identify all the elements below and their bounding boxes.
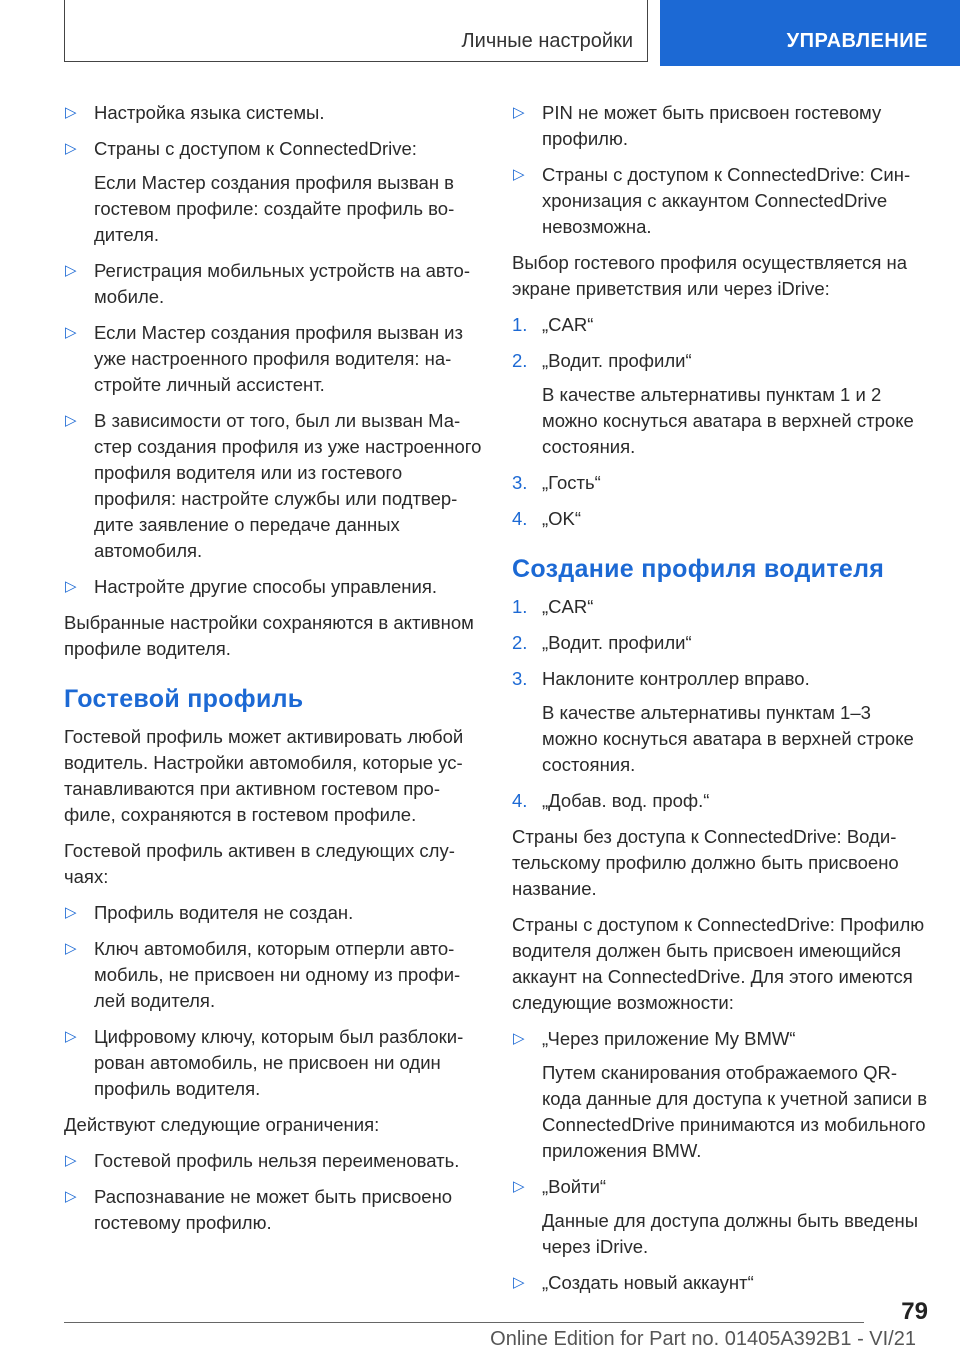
list-item bbox=[512, 1174, 930, 1200]
paragraph: Страны с доступом к ConnectedDrive: Профилю водителя должен быть присвоен имеющийся аккаунт на ConnectedDrive. Для этого имеются следующие возможности: bbox=[512, 914, 925, 1013]
list-item bbox=[64, 1184, 484, 1236]
list-item bbox=[64, 100, 484, 126]
page-number: 79 bbox=[901, 1298, 928, 1325]
header-section: УПРАВЛЕНИЕ bbox=[786, 30, 928, 52]
step-note: В качестве альтернативы пунктам 1–3 можно коснуться аватара в верхней строке состояния. bbox=[542, 702, 914, 775]
triangle-bullet-icon: ▷ bbox=[65, 324, 77, 341]
step-number: 2. bbox=[512, 632, 528, 653]
triangle-bullet-icon: ▷ bbox=[513, 104, 525, 121]
list-item-text: Профиль водителя не создан. bbox=[94, 902, 354, 923]
list-item-note: Путем сканирования отображаемого QR-кода данные для доступа к учетной записи в ConnectedDrive принимаются из мобильного приложения BMW. bbox=[542, 1062, 928, 1161]
triangle-bullet-icon: ▷ bbox=[65, 904, 77, 921]
paragraph: Гостевой профиль может активировать любой водитель. Настройки автомобиля, которые устанавливаются при активном гостевом профиле, сохраняются в гостевом профиле. bbox=[64, 726, 464, 825]
triangle-bullet-icon: ▷ bbox=[65, 262, 77, 279]
list-item-text: Ключ автомобиля, которым отперли автомобиль, не присвоен ни одному из профилей водителя. bbox=[94, 938, 461, 1011]
list-item bbox=[64, 1148, 484, 1174]
triangle-bullet-icon: ▷ bbox=[65, 104, 77, 121]
step-text: „CAR“ bbox=[542, 596, 594, 617]
step-note: В качестве альтернативы пунктам 1 и 2 можно коснуться аватара в верхней строке состояния. bbox=[542, 384, 914, 457]
list-item-note: Если Мастер создания профиля вызван в гостевом профиле: создайте профиль водителя. bbox=[94, 172, 455, 245]
paragraph: Действуют следующие ограничения: bbox=[64, 1114, 380, 1135]
list-item-note: Данные для доступа должны быть введены через iDrive. bbox=[542, 1210, 919, 1257]
triangle-bullet-icon: ▷ bbox=[65, 940, 77, 957]
step-item bbox=[512, 506, 930, 532]
list-item-text: PIN не может быть присвоен гостевому профилю. bbox=[542, 102, 882, 149]
step-text: Наклоните контроллер вправо. bbox=[542, 668, 810, 689]
list-item bbox=[512, 1026, 930, 1052]
list-item-text: Цифровому ключу, которым был разблокирован автомобиль, не присвоен ни один профиль водителя. bbox=[94, 1026, 464, 1099]
heading-create-profile: Создание профиля водителя bbox=[512, 555, 885, 583]
paragraph: Страны без доступа к ConnectedDrive: Водительскому профилю должно быть присвоено название. bbox=[512, 826, 899, 899]
list-item-text: Регистрация мобильных устройств на автомобиле. bbox=[94, 260, 471, 307]
step-text: „Водит. профили“ bbox=[542, 632, 692, 653]
step-item bbox=[512, 630, 930, 656]
step-number: 3. bbox=[512, 472, 528, 493]
step-text: „Водит. профили“ bbox=[542, 350, 692, 371]
list-item-text: „Через приложение My BMW“ bbox=[542, 1028, 796, 1049]
list-item-text: Если Мастер создания профиля вызван из уже настроенного профиля водителя: настройте личный ассистент. bbox=[94, 322, 463, 395]
list-item bbox=[64, 574, 484, 600]
list-item bbox=[512, 162, 930, 240]
list-item-text: „Войти“ bbox=[542, 1176, 607, 1197]
step-item bbox=[512, 788, 930, 814]
paragraph: Выбранные настройки сохраняются в активном профиле водителя. bbox=[64, 612, 474, 659]
list-item-text: Распознавание не может быть присвоено гостевому профилю. bbox=[94, 1186, 453, 1233]
triangle-bullet-icon: ▷ bbox=[513, 1178, 525, 1195]
triangle-bullet-icon: ▷ bbox=[65, 140, 77, 157]
triangle-bullet-icon: ▷ bbox=[65, 1028, 77, 1045]
list-item bbox=[64, 408, 484, 564]
list-item bbox=[64, 1024, 484, 1102]
list-item bbox=[64, 258, 484, 310]
step-item bbox=[512, 666, 930, 692]
paragraph: Выбор гостевого профиля осуществляется на экране приветствия или через iDrive: bbox=[512, 252, 908, 299]
step-text: „OK“ bbox=[542, 508, 582, 529]
header-title: Личные настройки bbox=[461, 30, 633, 52]
list-item bbox=[64, 936, 484, 1014]
list-item bbox=[64, 320, 484, 398]
paragraph: Гостевой профиль активен в следующих случаях: bbox=[64, 840, 455, 887]
list-item bbox=[64, 900, 484, 926]
footer-edition: Online Edition for Part no. 01405A392B1 - VI/21 bbox=[490, 1328, 916, 1350]
left-column bbox=[64, 100, 484, 1246]
step-number: 1. bbox=[512, 596, 528, 617]
step-text: „CAR“ bbox=[542, 314, 594, 335]
step-item bbox=[512, 312, 930, 338]
step-number: 2. bbox=[512, 350, 528, 371]
list-item-text: Настройка языка системы. bbox=[94, 102, 325, 123]
step-text: „Добав. вод. проф.“ bbox=[542, 790, 710, 811]
step-text: „Гость“ bbox=[542, 472, 601, 493]
triangle-bullet-icon: ▷ bbox=[65, 412, 77, 429]
step-item bbox=[512, 348, 930, 374]
step-item bbox=[512, 470, 930, 496]
list-item bbox=[512, 100, 930, 152]
triangle-bullet-icon: ▷ bbox=[513, 1274, 525, 1291]
list-item-text: „Создать новый аккаунт“ bbox=[542, 1272, 754, 1293]
footer-divider bbox=[64, 1322, 864, 1323]
list-item-text: Гостевой профиль нельзя переименовать. bbox=[94, 1150, 460, 1171]
triangle-bullet-icon: ▷ bbox=[65, 578, 77, 595]
list-item-text: Настройте другие способы управления. bbox=[94, 576, 437, 597]
list-item-text: В зависимости от того, был ли вызван Мастер создания профиля из уже настроенного профиля водителя или из гостевого профиля: настройте службы или подтвердите заявление о передаче данных автомобиля. bbox=[94, 410, 482, 561]
triangle-bullet-icon: ▷ bbox=[65, 1188, 77, 1205]
header-section-box bbox=[660, 0, 960, 66]
header-title-box bbox=[64, 0, 648, 62]
list-item bbox=[512, 1270, 930, 1296]
list-item-text: Страны с доступом к ConnectedDrive: bbox=[94, 138, 417, 159]
step-number: 4. bbox=[512, 790, 528, 811]
step-number: 1. bbox=[512, 314, 528, 335]
triangle-bullet-icon: ▷ bbox=[513, 1030, 525, 1047]
step-number: 3. bbox=[512, 668, 528, 689]
heading-guest-profile: Гостевой профиль bbox=[64, 685, 304, 713]
triangle-bullet-icon: ▷ bbox=[513, 166, 525, 183]
step-item bbox=[512, 594, 930, 620]
step-number: 4. bbox=[512, 508, 528, 529]
right-column bbox=[512, 100, 930, 1306]
list-item bbox=[64, 136, 484, 162]
list-item-text: Страны с доступом к ConnectedDrive: Синхронизация с аккаунтом ConnectedDrive невозможна. bbox=[542, 164, 911, 237]
triangle-bullet-icon: ▷ bbox=[65, 1152, 77, 1169]
